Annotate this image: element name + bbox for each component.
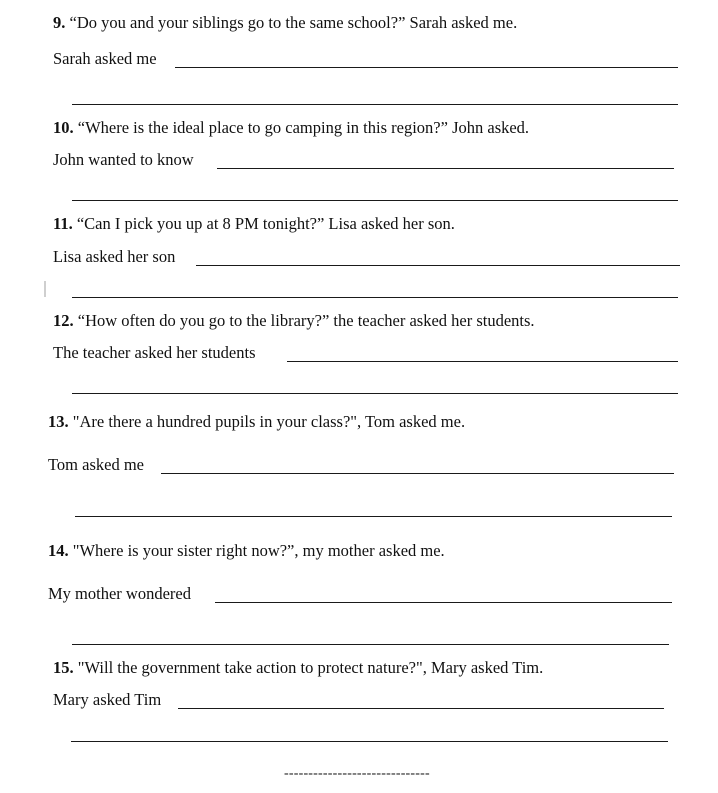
answer-line[interactable] (287, 361, 678, 362)
answer-line[interactable] (175, 67, 678, 68)
question-number: 14. (48, 541, 69, 560)
answer-prompt: The teacher asked her students (53, 343, 256, 362)
answer-prompt: Sarah asked me (53, 49, 157, 68)
question-12 (53, 311, 535, 331)
margin-marker (44, 281, 46, 297)
question-13 (48, 412, 465, 432)
question-text: “Can I pick you up at 8 PM tonight?” Lisa asked her son. (76, 214, 455, 233)
answer-prompt: Tom asked me (48, 455, 144, 474)
answer-line[interactable] (72, 200, 678, 201)
question-text: “Where is the ideal place to go camping in this region?” John asked. (77, 118, 530, 137)
question-number: 12. (53, 311, 74, 330)
answer-line[interactable] (178, 708, 664, 709)
answer-prompt: My mother wondered (48, 584, 191, 603)
question-text: "Where is your sister right now?”, my mother asked me. (72, 541, 445, 560)
answer-prompt: John wanted to know (53, 150, 194, 169)
answer-line[interactable] (71, 741, 668, 742)
answer-line[interactable] (215, 602, 672, 603)
question-text: "Are there a hundred pupils in your class?", Tom asked me. (72, 412, 466, 431)
end-divider: ------------------------------ (284, 766, 430, 781)
question-10 (53, 118, 529, 138)
answer-line[interactable] (196, 265, 680, 266)
question-14 (48, 541, 445, 561)
answer-prompt: Mary asked Tim (53, 690, 162, 709)
question-number: 13. (48, 412, 69, 431)
question-number: 9. (53, 13, 66, 32)
answer-line[interactable] (75, 516, 672, 517)
answer-line[interactable] (72, 393, 678, 394)
question-11 (53, 214, 455, 234)
question-15 (53, 658, 543, 678)
question-text: "Will the government take action to protect nature?", Mary asked Tim. (77, 658, 544, 677)
question-text: “How often do you go to the library?” the teacher asked her students. (77, 311, 535, 330)
answer-line[interactable] (72, 104, 678, 105)
answer-line[interactable] (72, 297, 678, 298)
question-number: 10. (53, 118, 74, 137)
question-number: 15. (53, 658, 74, 677)
answer-line[interactable] (72, 644, 669, 645)
question-number: 11. (53, 214, 73, 233)
question-9 (53, 13, 517, 33)
answer-prompt: Lisa asked her son (53, 247, 176, 266)
answer-line[interactable] (217, 168, 674, 169)
answer-line[interactable] (161, 473, 674, 474)
question-text: “Do you and your siblings go to the same school?” Sarah asked me. (69, 13, 518, 32)
